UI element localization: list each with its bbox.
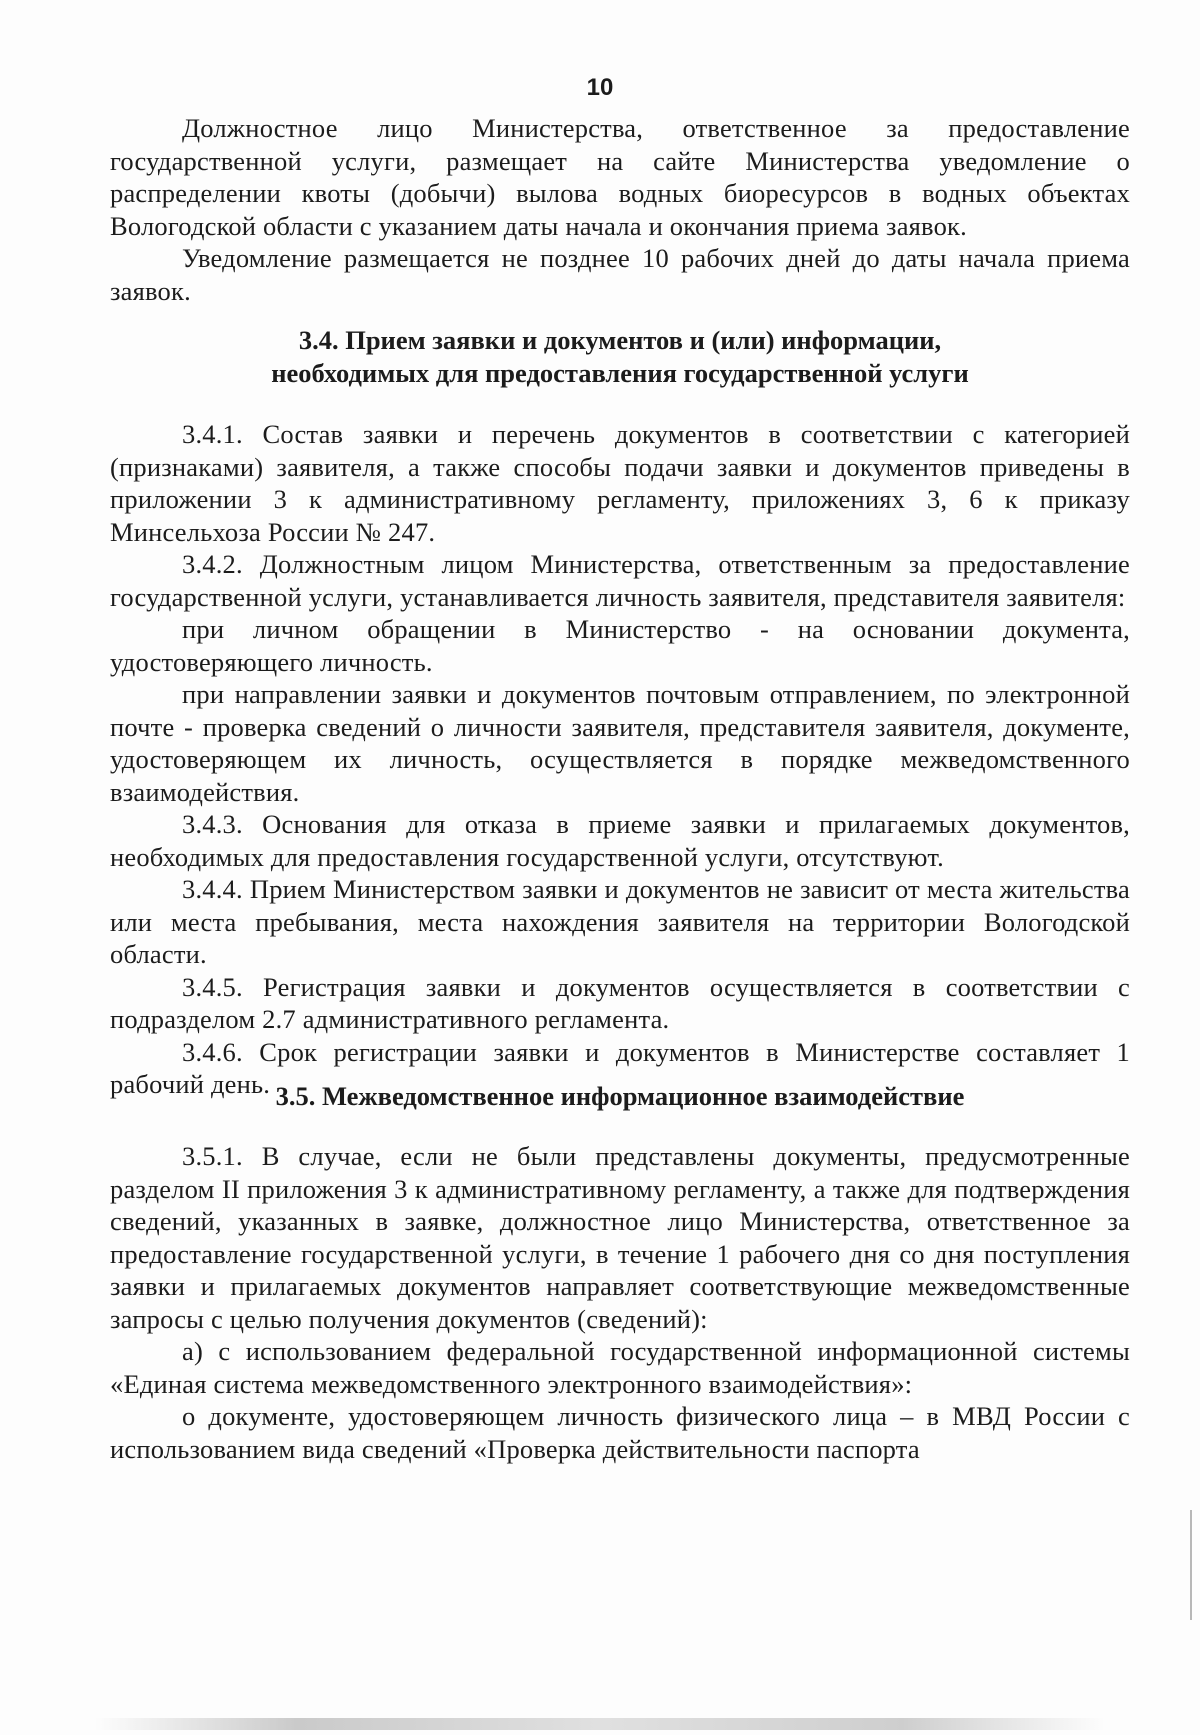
paragraph-3-4-3: 3.4.3. Основания для отказа в приеме заявки и прилагаемых документов, необходимых для предоставления государственной услуги, отсутствуют. — [110, 809, 1130, 872]
scan-bottom-edge — [95, 1718, 1105, 1730]
paragraph-3-4-4: 3.4.4. Прием Министерством заявки и документов не зависит от места жительства или места пребывания, места нахождения заявителя на территории Вологодской области. — [110, 874, 1130, 969]
intro-block — [110, 112, 1130, 307]
paragraph-3-4-2: 3.4.2. Должностным лицом Министерства, ответственным за предоставление государственной услуги, устанавливается личность заявителя, представителя заявителя: — [110, 549, 1130, 612]
paragraph-identity-document: о документе, удостоверяющем личность физического лица – в МВД России с использованием вида сведений «Проверка действительности паспорта — [110, 1401, 1130, 1464]
paragraph: Должностное лицо Министерства, ответственное за предоставление государственной услуги, размещает на сайте Министерства уведомление о распределении квоты (добычи) вылова водных биоресурсов в водных объектах Вологодской области с указанием даты начала и окончания приема заявок. — [110, 113, 1130, 241]
paragraph-3-5-1: 3.5.1. В случае, если не были представлены документы, предусмотренные разделом II приложения 3 к административному регламенту, а также для подтверждения сведений, указанных в заявке, должностное лицо Министерства, ответственное за предоставление государственной услуги, в течение 1 рабочего дня со дня поступления заявки и прилагаемых документов направляет соответствующие межведомственные запросы с целью получения документов (сведений): — [110, 1141, 1130, 1334]
paragraph-3-4-6: 3.4.6. Срок регистрации заявки и документов в Министерстве составляет 1 рабочий день. — [110, 1036, 1130, 1099]
section-3-4-body — [110, 418, 1130, 1101]
heading-line: 3.4. Прием заявки и документов и (или) информации, — [298, 325, 942, 355]
paragraph-item-a: а) с использованием федеральной государственной информационной системы «Единая система межведомственного электронного взаимодействия»: — [110, 1336, 1130, 1399]
section-3-5-body — [110, 1140, 1130, 1465]
heading-line: необходимых для предоставления государственной услуги — [271, 358, 969, 388]
scan-side-mark — [1190, 1510, 1192, 1620]
page-number: 10 — [586, 74, 614, 101]
paragraph: Уведомление размещается не позднее 10 рабочих дней до даты начала приема заявок. — [110, 243, 1130, 306]
paragraph-3-4-1: 3.4.1. Состав заявки и перечень документов в соответствии с категорией (признаками) заявителя, а также способы подачи заявки и документов приведены в приложении 3 к административному регламенту, приложениях 3, 6 к приказу Минсельхоза России № 247. — [110, 419, 1130, 547]
paragraph-by-mail: при направлении заявки и документов почтовым отправлением, по электронной почте - проверка сведений о личности заявителя, представителя заявителя, документе, удостоверяющем их личность, осуществляется в порядке межведомственного взаимодействия. — [110, 679, 1130, 807]
section-heading-3-5: 3.5. Межведомственное информационное взаимодействие — [275, 1081, 965, 1111]
paragraph-3-4-5: 3.4.5. Регистрация заявки и документов осуществляется в соответствии с подразделом 2.7 административного регламента. — [110, 971, 1130, 1034]
paragraph-in-person: при личном обращении в Министерство - на основании документа, удостоверяющего личность. — [110, 614, 1130, 677]
section-heading-3-4 — [110, 324, 1130, 390]
